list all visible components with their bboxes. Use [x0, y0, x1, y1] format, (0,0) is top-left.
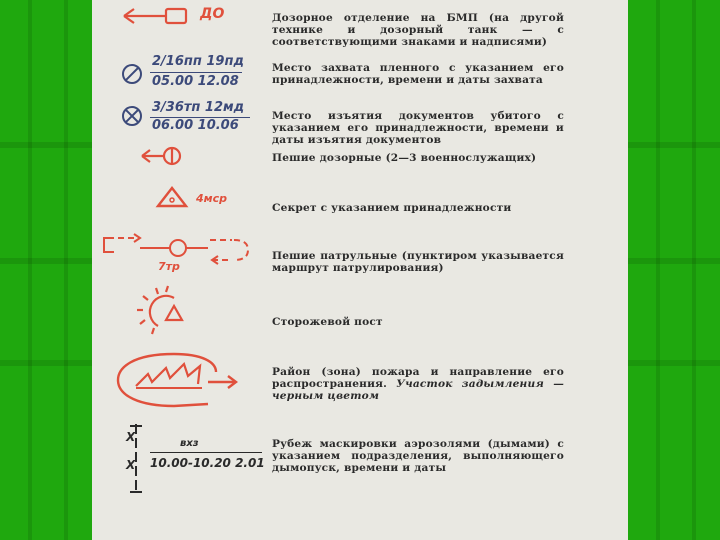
description-italic-text: Участок задымления — черным цветом	[272, 378, 564, 403]
foot-patrolmen-symbol	[100, 230, 260, 266]
guard-post-symbol	[140, 288, 190, 334]
symbol-label: 7тр	[158, 260, 180, 273]
prisoner-capture-symbol	[120, 62, 144, 86]
background-stripe	[656, 0, 660, 540]
masking-letter-bottom: Х	[126, 458, 136, 472]
legend-description: Секрет с указанием принадлежности	[272, 202, 512, 214]
legend-description	[272, 366, 564, 403]
time-date-label: 05.00 12.08	[152, 74, 239, 89]
background-stripe	[64, 0, 68, 540]
background-stripe	[28, 0, 32, 540]
background-stripe	[692, 0, 696, 540]
document-page	[92, 0, 628, 540]
label-divider-line	[150, 72, 242, 73]
document-seizure-symbol	[120, 104, 144, 128]
patrol-squad-symbol	[122, 4, 192, 28]
label-divider-line	[150, 452, 262, 453]
legend-description: Рубеж маскировки аэрозолями (дымами) с указанием подразделения, выполняющего дымопуск, времени и даты	[272, 438, 564, 475]
symbol-label: 4мср	[196, 192, 228, 205]
symbol-label: ДО	[200, 6, 225, 22]
secret-post-symbol	[156, 186, 190, 208]
unit-label: 3/36тп 12мд	[152, 100, 245, 115]
masking-letter-top: Х	[126, 430, 136, 444]
legend-description: Место захвата пленного с указанием его принадлежности, времени и даты захвата	[272, 62, 564, 87]
legend-description: Сторожевой пост	[272, 316, 383, 328]
unit-label: вхз	[180, 438, 199, 449]
legend-description: Пешие патрульные (пунктиром указывается маршрут патрулирования)	[272, 250, 564, 275]
fire-zone-symbol	[112, 348, 242, 410]
description-text: Район (зона) пожара и направление его распространения.	[272, 366, 564, 391]
legend-description: Дозорное отделение на БМП (на другой технике и дозорный танк — с соответствующими знаками и надписями)	[272, 12, 564, 49]
time-date-label: 06.00 10.06	[152, 118, 239, 133]
legend-description: Место изъятия документов убитого с указанием его принадлежности, времени и даты изъятия документов	[272, 110, 564, 147]
time-date-label: 10.00-10.20 2.01	[150, 456, 265, 470]
foot-patrol-symbol	[140, 146, 190, 166]
legend-description: Пешие дозорные (2—3 военнослужащих)	[272, 152, 537, 164]
unit-label: 2/16пп 19пд	[152, 54, 244, 69]
